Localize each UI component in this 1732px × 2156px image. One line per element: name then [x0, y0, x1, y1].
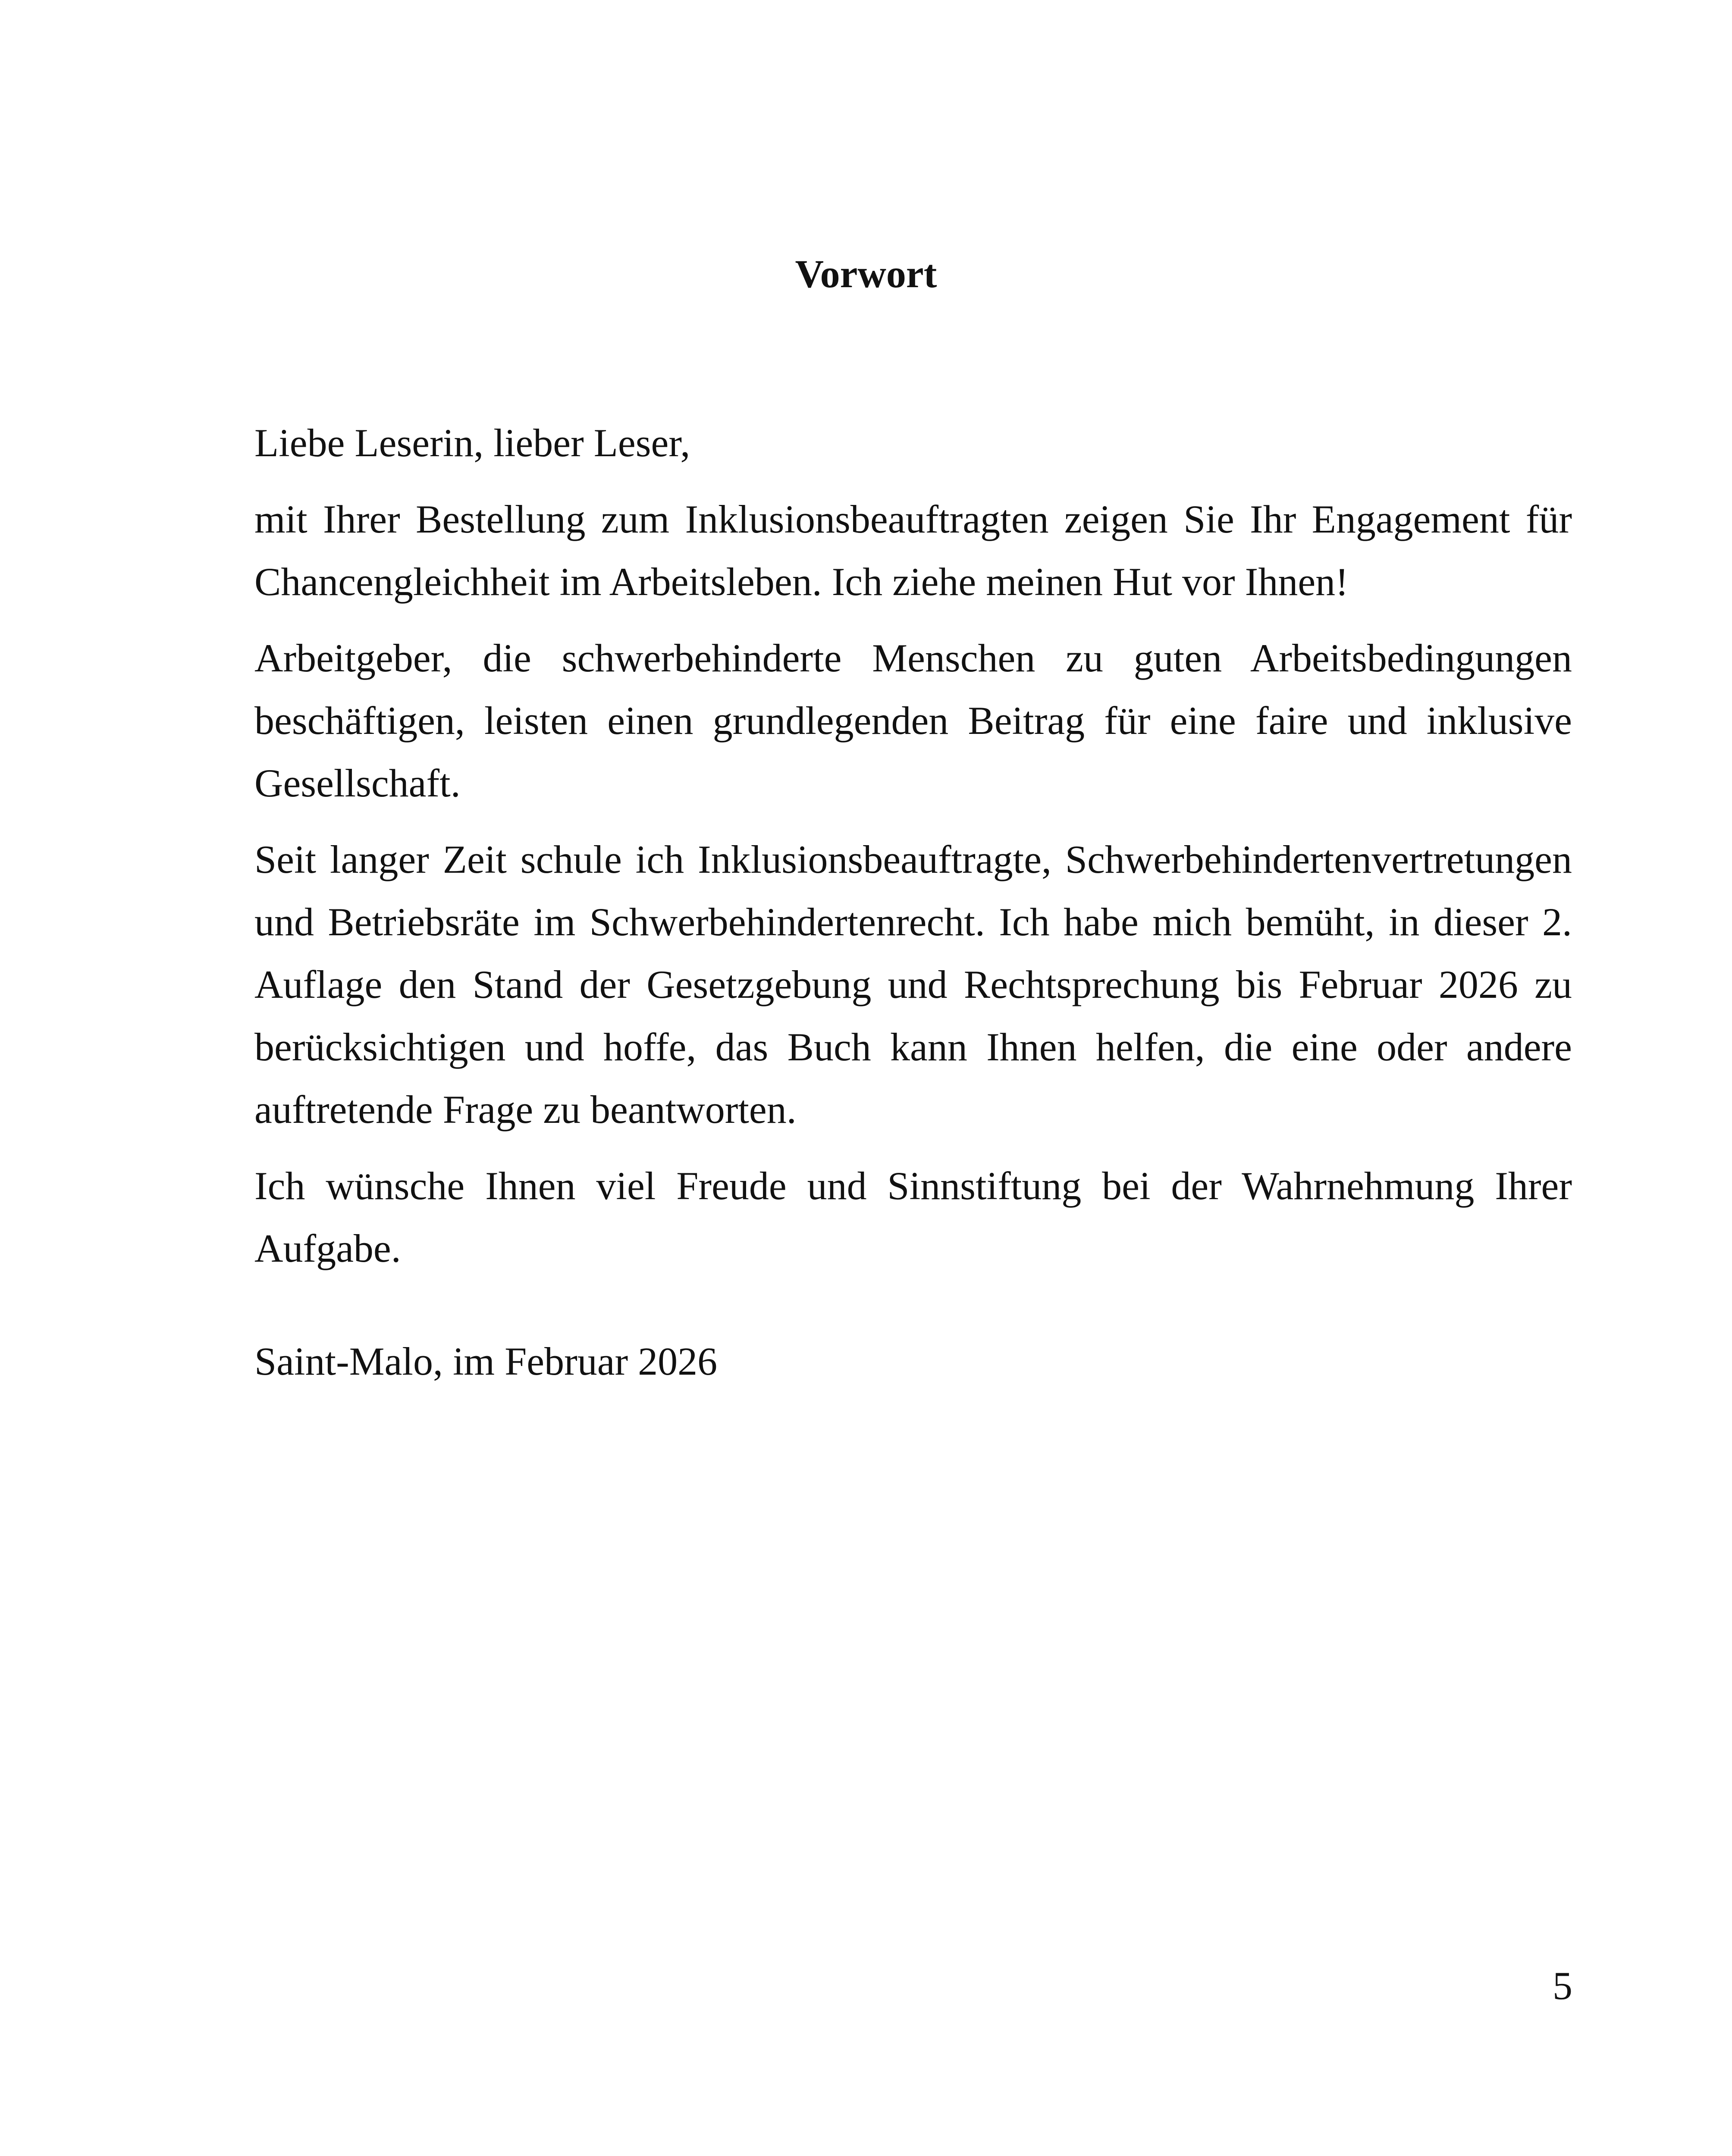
page-number: 5 [1553, 1964, 1572, 2008]
paragraph-3: Seit langer Zeit schule ich Inklusionsbeauftragte, Schwerbehindertenvertretungen und Betriebsräte im Schwerbehindertenrecht. Ich habe mich bemüht, in dieser 2. Auflage den Stand der Gesetzgebung und Rechtsprechung bis Februar 2026 zu berücksichtigen und hoffe, das Buch kann Ihnen helfen, die eine oder andere auftretende Frage zu beantworten. [254, 837, 1572, 1131]
paragraph-4: Ich wünsche Ihnen viel Freude und Sinnstiftung bei der Wahrnehmung Ihrer Aufgabe. [254, 1164, 1572, 1270]
place-date: Saint-Malo, im Februar 2026 [254, 1339, 718, 1383]
salutation: Liebe Leserin, lieber Leser, [254, 421, 690, 465]
paragraph-2: Arbeitgeber, die schwerbehinderte Menschen zu guten Arbeitsbedingungen beschäftigen, leisten einen grundlegenden Beitrag für eine faire und inklusive Gesellschaft. [254, 636, 1572, 805]
page-title: Vorwort [795, 252, 937, 296]
preface-body [254, 412, 1572, 1294]
paragraph-1: mit Ihrer Bestellung zum Inklusionsbeauftragten zeigen Sie Ihr Engagement für Chancengleichheit im Arbeitsleben. Ich ziehe meinen Hut vor Ihnen! [254, 497, 1572, 604]
